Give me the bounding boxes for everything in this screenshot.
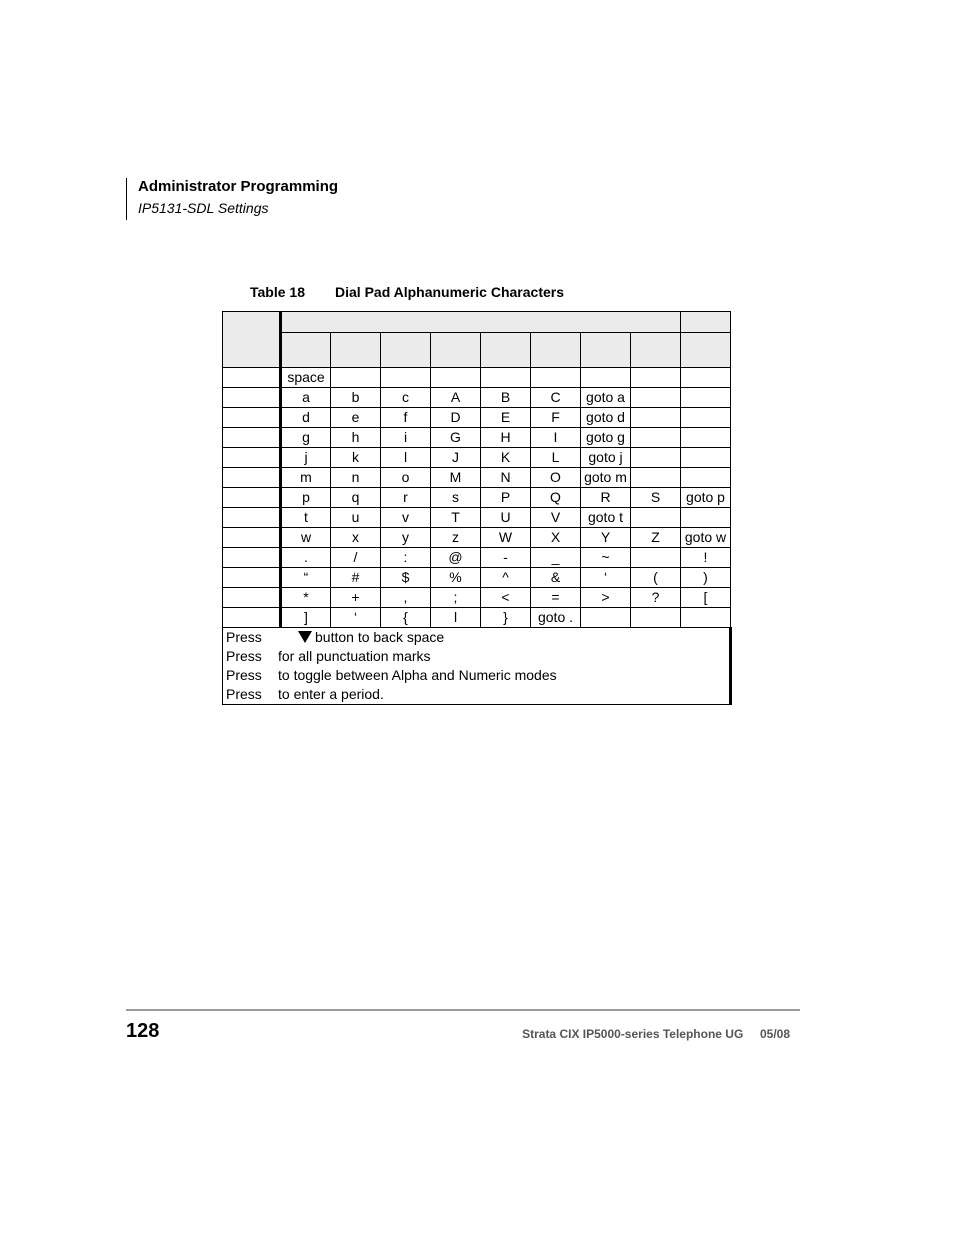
table-cell: ‘	[331, 608, 381, 628]
table-cell: d	[281, 408, 331, 428]
table-cell: P	[481, 488, 531, 508]
table-row	[223, 568, 731, 588]
table-cell: goto a	[581, 388, 631, 408]
table-cell: i	[381, 428, 431, 448]
table-cell: r	[381, 488, 431, 508]
table-cell: ‘	[581, 568, 631, 588]
table-cell	[631, 468, 681, 488]
key-cell	[223, 608, 281, 628]
table-cell: space	[281, 368, 331, 388]
table-cell: L	[531, 448, 581, 468]
table-row	[223, 408, 731, 428]
table-cell: Y	[581, 528, 631, 548]
table-cell: I	[531, 428, 581, 448]
table-cell: X	[531, 528, 581, 548]
key-cell	[223, 428, 281, 448]
key-cell	[223, 408, 281, 428]
table-cell: V	[531, 508, 581, 528]
table-cell: ;	[431, 588, 481, 608]
table-cell	[631, 428, 681, 448]
note-cell	[223, 647, 731, 666]
table-cell: G	[431, 428, 481, 448]
table-cell: U	[481, 508, 531, 528]
table-cell: e	[331, 408, 381, 428]
table-cell: j	[281, 448, 331, 468]
press-label: Press	[226, 648, 262, 664]
table-cell: k	[331, 448, 381, 468]
table-cell: #	[331, 568, 381, 588]
subheader-cell	[581, 333, 631, 368]
key-cell	[223, 468, 281, 488]
table-row	[223, 448, 731, 468]
table-cell: N	[481, 468, 531, 488]
note-cell	[223, 666, 731, 685]
footer-doc-title: Strata CIX IP5000-series Telephone UG	[522, 1027, 744, 1041]
table-cell: goto p	[681, 488, 731, 508]
table-cell: y	[381, 528, 431, 548]
table-cell: -	[481, 548, 531, 568]
table-cell	[581, 608, 631, 628]
press-label: Press	[226, 686, 262, 702]
table-cell: R	[581, 488, 631, 508]
key-cell	[223, 528, 281, 548]
table-cell: >	[581, 588, 631, 608]
table-cell: (	[631, 568, 681, 588]
table-cell: M	[431, 468, 481, 488]
table-cell: ,	[381, 588, 431, 608]
table-cell	[631, 608, 681, 628]
table-cell: ?	[631, 588, 681, 608]
table-row	[223, 528, 731, 548]
note-text: to enter a period.	[278, 686, 384, 702]
note-row	[223, 666, 731, 685]
table-cell: .	[281, 548, 331, 568]
table-cell: q	[331, 488, 381, 508]
chapter-title: Administrator Programming	[138, 178, 339, 195]
table-cell: v	[381, 508, 431, 528]
table-cell	[381, 368, 431, 388]
key-cell	[223, 568, 281, 588]
table-cell: a	[281, 388, 331, 408]
table-cell: /	[331, 548, 381, 568]
table-row	[223, 388, 731, 408]
table-row	[223, 368, 731, 388]
table-cell: J	[431, 448, 481, 468]
table-subheader-row	[223, 333, 731, 368]
table-cell	[681, 368, 731, 388]
key-cell	[223, 588, 281, 608]
table-cell: g	[281, 428, 331, 448]
table-row	[223, 488, 731, 508]
table-row	[223, 588, 731, 608]
table-cell: ^	[481, 568, 531, 588]
table-row	[223, 468, 731, 488]
table-cell: !	[681, 548, 731, 568]
table-cell: goto w	[681, 528, 731, 548]
table-cell: ]	[281, 608, 331, 628]
table-row	[223, 548, 731, 568]
table-cell: u	[331, 508, 381, 528]
table-caption-title: Dial Pad Alphanumeric Characters	[335, 284, 565, 300]
table-cell: *	[281, 588, 331, 608]
note-row	[223, 628, 731, 648]
table-cell	[681, 468, 731, 488]
press-label: Press	[226, 667, 262, 683]
key-cell	[223, 508, 281, 528]
table-cell: goto t	[581, 508, 631, 528]
table-cell	[631, 548, 681, 568]
footer-text	[522, 1027, 790, 1041]
note-cell	[223, 685, 731, 705]
table-cell	[631, 388, 681, 408]
table-caption-number: Table 18	[250, 284, 305, 300]
table-cell: A	[431, 388, 481, 408]
table-cell	[681, 448, 731, 468]
table-cell	[631, 508, 681, 528]
key-cell	[223, 488, 281, 508]
table-cell: m	[281, 468, 331, 488]
header-cell	[681, 312, 731, 333]
table-row	[223, 608, 731, 628]
table-cell	[481, 368, 531, 388]
section-subtitle: IP5131-SDL Settings	[138, 200, 269, 216]
key-cell	[223, 548, 281, 568]
table-cell: goto .	[531, 608, 581, 628]
table-cell: ~	[581, 548, 631, 568]
key-cell	[223, 448, 281, 468]
table-cell: =	[531, 588, 581, 608]
table-cell: s	[431, 488, 481, 508]
table-cell: F	[531, 408, 581, 428]
table-cell: h	[331, 428, 381, 448]
table-cell: o	[381, 468, 431, 488]
table-cell: O	[531, 468, 581, 488]
table-cell: %	[431, 568, 481, 588]
table-cell: [	[681, 588, 731, 608]
table-cell	[631, 448, 681, 468]
table-cell	[681, 608, 731, 628]
table-cell: x	[331, 528, 381, 548]
table-cell	[581, 368, 631, 388]
subheader-cell	[481, 333, 531, 368]
table-cell: goto d	[581, 408, 631, 428]
table-row	[223, 508, 731, 528]
table-cell: b	[331, 388, 381, 408]
header-key-cell	[223, 312, 281, 368]
table-cell: :	[381, 548, 431, 568]
page-number: 128	[126, 1020, 160, 1042]
table-cell	[531, 368, 581, 388]
table-cell: c	[381, 388, 431, 408]
press-label: Press	[226, 629, 262, 645]
table-cell	[681, 388, 731, 408]
table-cell	[431, 368, 481, 388]
table-cell	[681, 428, 731, 448]
table-cell: B	[481, 388, 531, 408]
table-cell: <	[481, 588, 531, 608]
down-arrow-icon	[298, 631, 312, 643]
subheader-cell	[681, 333, 731, 368]
table-header-row	[223, 312, 731, 333]
table-cell: goto m	[581, 468, 631, 488]
subheader-cell	[381, 333, 431, 368]
subheader-cell	[431, 333, 481, 368]
header-rule	[126, 178, 127, 220]
table-cell: {	[381, 608, 431, 628]
table-cell: E	[481, 408, 531, 428]
subheader-cell	[631, 333, 681, 368]
table-cell	[631, 408, 681, 428]
table-cell: }	[481, 608, 531, 628]
dial-pad-table	[222, 311, 732, 705]
table-cell: t	[281, 508, 331, 528]
note-cell	[223, 628, 731, 648]
footer-date: 05/08	[759, 1027, 790, 1041]
table-cell: f	[381, 408, 431, 428]
table-cell: H	[481, 428, 531, 448]
table-cell: W	[481, 528, 531, 548]
note-text: button to back space	[315, 629, 445, 645]
table-cell: )	[681, 568, 731, 588]
footer-rule	[126, 1009, 800, 1011]
table-cell: T	[431, 508, 481, 528]
table-cell	[631, 368, 681, 388]
table-cell: “	[281, 568, 331, 588]
note-row	[223, 685, 731, 705]
note-row	[223, 647, 731, 666]
table-cell: goto j	[581, 448, 631, 468]
table-cell: K	[481, 448, 531, 468]
subheader-cell	[281, 333, 331, 368]
table-cell: p	[281, 488, 331, 508]
note-text: to toggle between Alpha and Numeric modes	[278, 667, 557, 683]
table-cell: Z	[631, 528, 681, 548]
table-cell: +	[331, 588, 381, 608]
note-text: for all punctuation marks	[278, 648, 431, 664]
table-cell: C	[531, 388, 581, 408]
table-cell: l	[431, 608, 481, 628]
table-cell	[681, 508, 731, 528]
table-cell: _	[531, 548, 581, 568]
table-cell: S	[631, 488, 681, 508]
table-row	[223, 428, 731, 448]
header-span-cell	[281, 312, 681, 333]
subheader-cell	[331, 333, 381, 368]
table-cell: D	[431, 408, 481, 428]
table-cell: goto g	[581, 428, 631, 448]
table-cell: z	[431, 528, 481, 548]
table-cell	[681, 408, 731, 428]
table-cell: n	[331, 468, 381, 488]
key-cell	[223, 388, 281, 408]
table-cell: @	[431, 548, 481, 568]
table-cell: l	[381, 448, 431, 468]
table-cell: w	[281, 528, 331, 548]
table-cell: &	[531, 568, 581, 588]
table-cell	[331, 368, 381, 388]
table-cell: $	[381, 568, 431, 588]
table-cell: Q	[531, 488, 581, 508]
subheader-cell	[531, 333, 581, 368]
key-cell	[223, 368, 281, 388]
